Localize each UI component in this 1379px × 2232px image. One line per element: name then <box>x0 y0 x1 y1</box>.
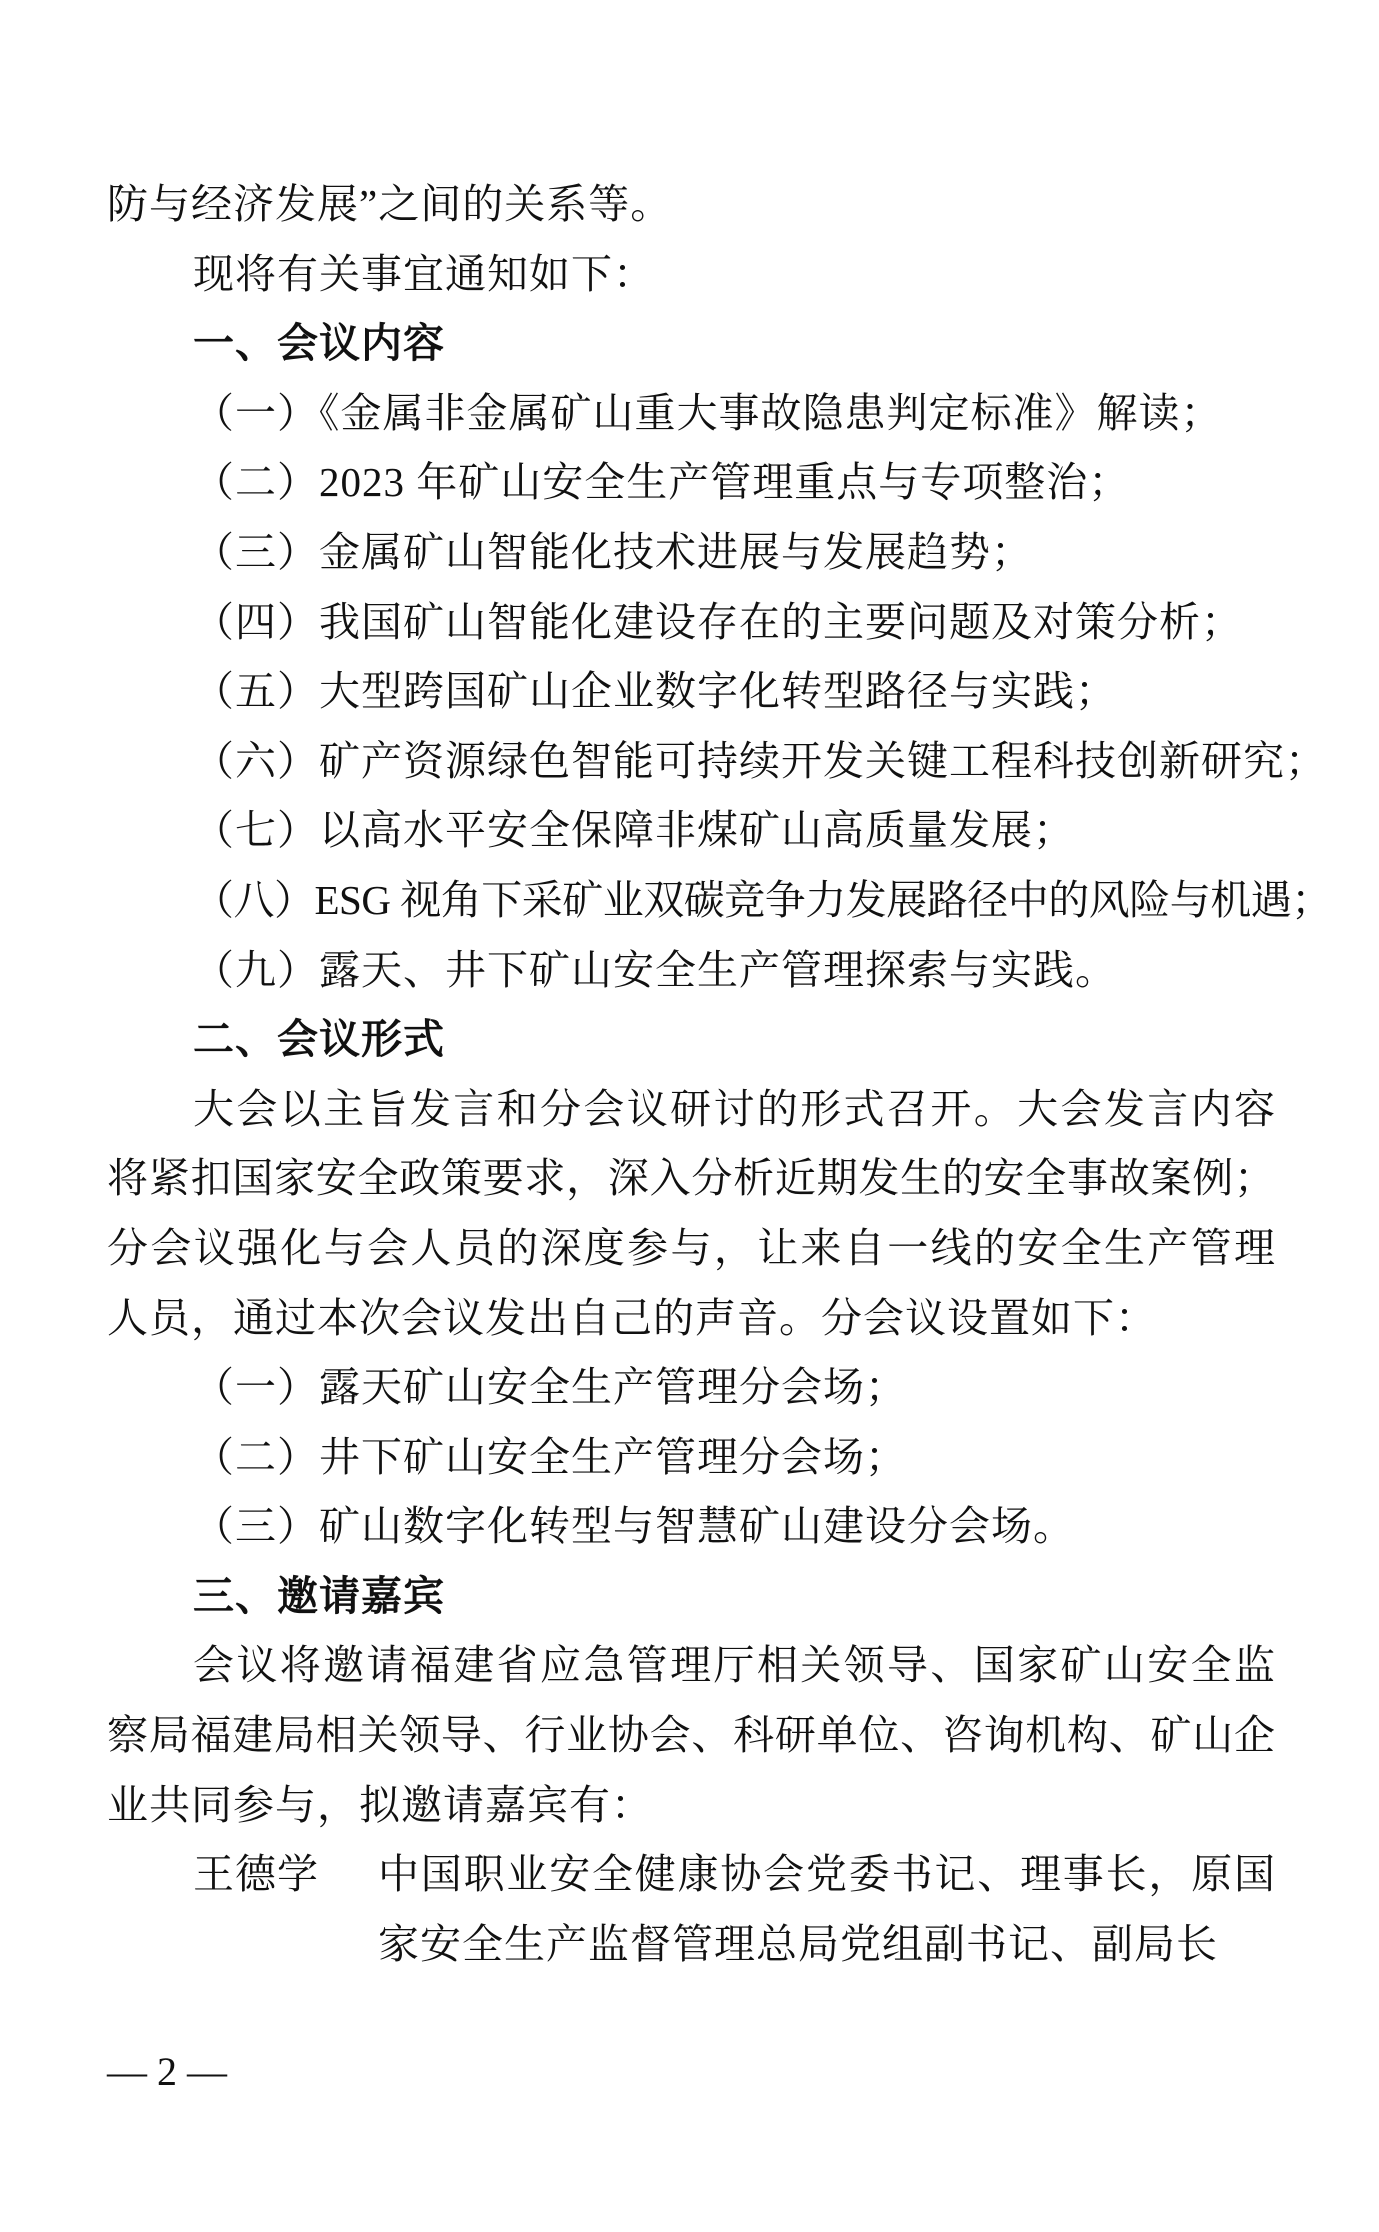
item-number: （五） <box>193 668 319 715</box>
item-number: （三） <box>193 528 319 575</box>
item-number: （四） <box>193 598 319 645</box>
section-heading-format: 二、会议形式 <box>193 1016 445 1063</box>
item-number: （一） <box>193 1364 319 1411</box>
paragraph-line: 会议将邀请福建省应急管理厅相关领导、国家矿山安全监 <box>193 1642 1275 1689</box>
section-heading-content: 一、会议内容 <box>193 320 445 367</box>
venue-item <box>0 1423 1379 1493</box>
item-text: 以高水平安全保障非煤矿山高质量发展； <box>319 807 1075 854</box>
agenda-item <box>0 588 1379 658</box>
agenda-item <box>0 657 1379 727</box>
item-number: （七） <box>193 807 319 854</box>
guest-title-line: 中国职业安全健康协会党委书记、理事长，原国 <box>378 1851 1275 1898</box>
page-number: — 2 — <box>107 2049 227 2094</box>
continuation-line: 防与经济发展”之间的关系等。 <box>107 181 673 227</box>
venue-item <box>0 1492 1379 1562</box>
document-body <box>0 170 1379 1979</box>
item-number: （九） <box>193 946 319 993</box>
item-number: （三） <box>193 1503 319 1550</box>
agenda-item <box>0 866 1379 936</box>
item-number: （二） <box>193 459 319 506</box>
paragraph-line: 察局福建局相关领导、行业协会、科研单位、咨询机构、矿山企 <box>107 1712 1275 1759</box>
item-text: 井下矿山安全生产管理分会场； <box>319 1433 907 1480</box>
venue-item <box>0 1353 1379 1423</box>
guest-name: 王德学 <box>193 1851 319 1898</box>
paragraph-line: 分会议强化与会人员的深度参与，让来自一线的安全生产管理 <box>107 1224 1275 1271</box>
item-number: （二） <box>193 1433 319 1480</box>
agenda-item <box>0 518 1379 588</box>
item-text: 露天矿山安全生产管理分会场； <box>319 1364 907 1411</box>
intro-line: 现将有关事宜通知如下： <box>193 250 655 297</box>
agenda-item <box>0 936 1379 1006</box>
agenda-item <box>0 379 1379 449</box>
item-text: 露天、井下矿山安全生产管理探索与实践。 <box>319 946 1117 993</box>
guest-title-line: 家安全生产监督管理总局党组副书记、副局长 <box>378 1920 1218 1967</box>
agenda-item <box>0 727 1379 797</box>
agenda-item <box>0 796 1379 866</box>
item-text: 《金属非金属矿山重大事故隐患判定标准》解读； <box>319 389 1223 436</box>
item-number: （一） <box>193 389 319 436</box>
guest-entry <box>0 1840 1379 1910</box>
item-text: 矿山数字化转型与智慧矿山建设分会场。 <box>319 1503 1075 1550</box>
paragraph-line: 将紧扣国家安全政策要求，深入分析近期发生的安全事故案例； <box>107 1155 1275 1202</box>
item-text: ESG 视角下采矿业双碳竞争力发展路径中的风险与机遇； <box>314 876 1332 923</box>
paragraph-line: 人员，通过本次会议发出自己的声音。分会议设置如下： <box>107 1294 1157 1341</box>
item-text: 矿产资源绿色智能可持续开发关键工程科技创新研究； <box>319 737 1327 784</box>
agenda-item <box>0 448 1379 518</box>
item-text: 我国矿山智能化建设存在的主要问题及对策分析； <box>319 598 1243 645</box>
item-text: 大型跨国矿山企业数字化转型路径与实践； <box>319 668 1117 715</box>
paragraph-line: 业共同参与，拟邀请嘉宾有： <box>107 1781 653 1828</box>
item-number: （六） <box>193 737 319 784</box>
item-number: （八） <box>193 876 315 923</box>
paragraph-line: 大会以主旨发言和分会议研讨的形式召开。大会发言内容 <box>193 1085 1275 1132</box>
item-text: 金属矿山智能化技术进展与发展趋势； <box>319 528 1033 575</box>
item-text: 2023 年矿山安全生产管理重点与专项整治； <box>319 459 1131 506</box>
section-heading-guests: 三、邀请嘉宾 <box>193 1572 445 1619</box>
